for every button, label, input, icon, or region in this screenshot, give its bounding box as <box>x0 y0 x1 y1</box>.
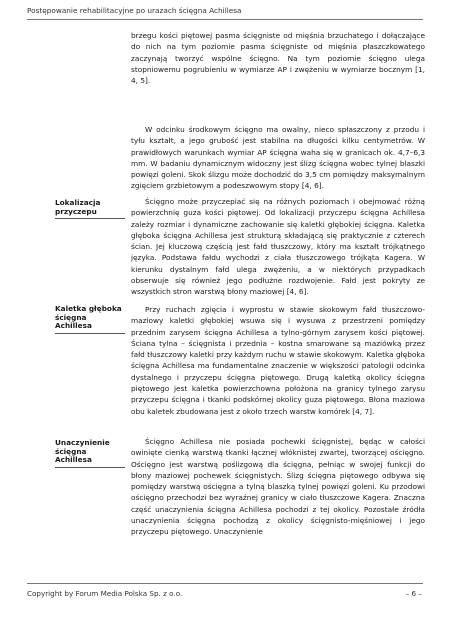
paragraph-text: Ścięgno może przyczepiać się na różnych poziomach i obejmować różną powierzchnię guza kości piętowej. Od lokalizacji przyczepu ścięgna Achillesa zależy rozmiar i dynamiczne zachowanie się kaletki głębokiej ścięgna. Kaletka głęboka ścięgna Achillesa jest strukturą składającą się praktycznie z czterech ścian. Jej kluczową częścią jest fałd tłuszczowy, który ma kształt trójkątnego języka. Podstawa fałdu wychodzi z ciała tłuszczowego trójkąta Kagera. W kierunku dystalnym fałd ulega zwężeniu, a w niektórych przypadkach obserwuje się również jego podłużne rozdwojenie. Fałd jest pokryty ze wszystkich stron warstwą błony maziowej [4, 6]. <box>131 197 425 297</box>
sidebar-heading-attachment: Lokalizacja przyczepu <box>55 199 125 219</box>
paragraph-vascularization <box>131 436 425 538</box>
paragraph-deep-bursa <box>131 304 425 417</box>
paragraph-text: brzegu kości piętowej pasma ścięgniste od mięśnia brzuchatego i dołączające do nich na tym poziomie pasma ścięgniste od mięśnia płaszczkowatego zaczynają tworzyć wspólne ścięgno. Na tym poziomie ścięgno ulega stopniowemu pogrubieniu w wymiarze AP i zwężeniu w wymiarze bocznym [1, 4, 5]. <box>131 31 425 86</box>
paragraph-text: Przy ruchach zgięcia i wyprostu w stawie skokowym fałd tłuszczowo-maziowy kaletki głębokiej wsuwa się i wysuwa z przestrzeni pomiędzy przednim zarysem ścięgna Achillesa a tylno-górnym zarysem kości piętowej. Ściana tylna – ścięgnista i przednia – kostna smarowane są maziówką przez fałd tłuszczowy kaletki przy każdym ruchu w stawie skokowym. Kaletka głęboka ścięgna Achillesa ma fundamentalne znaczenie w większości patologii odcinka dystalnego i przyczepu ścięgna piętowego. Drugą kaletką okolicy ścięgna piętowego jest kaletka powierzchowna położona na granicy tylnego zarysu przyczepu ścięgna i tkanki podskórnej okolicy guza piętowego. Błona maziowa obu kaletek zbudowana jest z około trzech warstw komórek [4, 7]. <box>131 305 425 416</box>
page-number: – 6 – <box>405 589 422 598</box>
paragraph-continuation <box>131 30 425 86</box>
footer-divider <box>27 583 423 584</box>
sidebar-heading-deep-bursa: Kaletka głęboka ścięgna Achillesa <box>55 305 125 334</box>
footer-copyright: Copyright by Forum Media Polska Sp. z o.o. <box>27 589 183 598</box>
paragraph-text: W odcinku środkowym ścięgno ma owalny, nieco spłaszczony z przodu i tyłu kształt, a jego grubość jest stabilna na długości kilku centymetrów. W prawidłowych warunkach wymiar AP ścięgna waha się w granicach ok. 4,7–6,3 mm. W badaniu dynamicznym widoczny jest ślizg ścięgna wobec tylnej blaszki powięzi goleni. Skok ślizgu może dochodzić do 3,5 cm pomiędzy maksymalnym zgięciem grzbietowym a podeszwowym stopy [4, 6]. <box>131 125 425 191</box>
running-header: Postępowanie rehabilitacyjne po urazach ścięgna Achillesa <box>27 6 242 15</box>
paragraph-attachment <box>131 196 425 298</box>
paragraph-text: Ścięgno Achillesa nie posiada pochewki ścięgnistej, będąc w całości owinięte cienką warstwą tkanki łącznej włóknistej zwartej, tworzącej ościęgno. Ościęgno jest warstwą poślizgową dla ścięgna, pełniąc w swojej funkcji do błony maziowej pochewek ścięgnistych. Ślizg ścięgna piętowego odbywa się pomiędzy warstwą ościęgna a tylną blaszką tylnej powięzi goleni. Ku przodowi ościęgno przechodzi bez wyraźnej granicy w ciało tłuszczowe Kagera. Znaczna część unaczynienia ścięgna Achillesa pochodzi z tej okolicy. Pozostałe źródła unaczynienia ścięgna pochodzą z okolicy ścięgnisto-mięśniowej i jego przyczepu piętowego. Unaczynienie <box>131 437 425 537</box>
header-divider <box>27 19 423 20</box>
paragraph-middle-section <box>131 124 425 192</box>
sidebar-heading-vascularization: Unaczynienie ścięgna Achillesa <box>55 439 125 468</box>
